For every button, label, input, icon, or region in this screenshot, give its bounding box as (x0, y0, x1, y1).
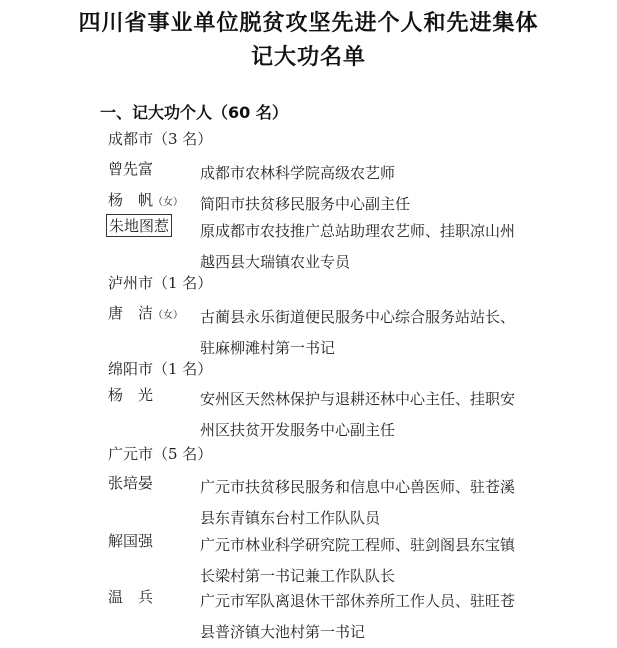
section-heading: 一、记大功个人（60 名） (100, 103, 288, 122)
city-heading-mianyang: 绵阳市（1 名） (108, 360, 213, 378)
person-name: 杨 帆（女） (108, 191, 184, 209)
city-heading-luzhou: 泸州市（1 名） (108, 274, 213, 292)
document-title-line-1: 四川省事业单位脱贫攻坚先进个人和先进集体 (78, 11, 539, 36)
person-description: 原成都市农技推广总站助理农艺师、挂职凉山州 越西县大瑞镇农业专员 (200, 222, 516, 271)
person-name: 张培晏 (108, 474, 154, 492)
document-title-line-2: 记大功名单 (250, 45, 366, 70)
person-description: 安州区天然林保护与退耕还林中心主任、挂职安 州区扶贫开发服务中心副主任 (200, 390, 516, 439)
gender-note: （女） (153, 310, 184, 321)
person-name: 杨 光 (108, 386, 154, 404)
city-heading-chengdu: 成都市（3 名） (108, 130, 213, 148)
person-name: 温 兵 (108, 588, 154, 606)
city-heading-guangyuan: 广元市（5 名） (108, 445, 213, 463)
person-description: 古蔺县永乐街道便民服务中心综合服务站站长、 驻麻柳滩村第一书记 (200, 308, 516, 357)
person-name: 曾先富 (108, 160, 154, 178)
person-description: 广元市林业科学研究院工程师、驻剑阁县东宝镇 长梁村第一书记兼工作队队长 (200, 536, 516, 585)
person-name: 解国强 (108, 532, 154, 550)
person-name-highlighted: 朱地图惹 (106, 214, 172, 237)
person-description: 成都市农林科学院高级农艺师 (200, 164, 396, 182)
person-description: 简阳市扶贫移民服务中心副主任 (200, 195, 411, 213)
person-description: 广元市扶贫移民服务和信息中心兽医师、驻苍溪 县东青镇东台村工作队队员 (200, 478, 516, 527)
person-description: 广元市军队离退休干部休养所工作人员、驻旺苍 县普济镇大池村第一书记 (200, 592, 516, 641)
person-name: 唐 洁（女） (108, 304, 184, 322)
gender-note: （女） (153, 197, 184, 208)
